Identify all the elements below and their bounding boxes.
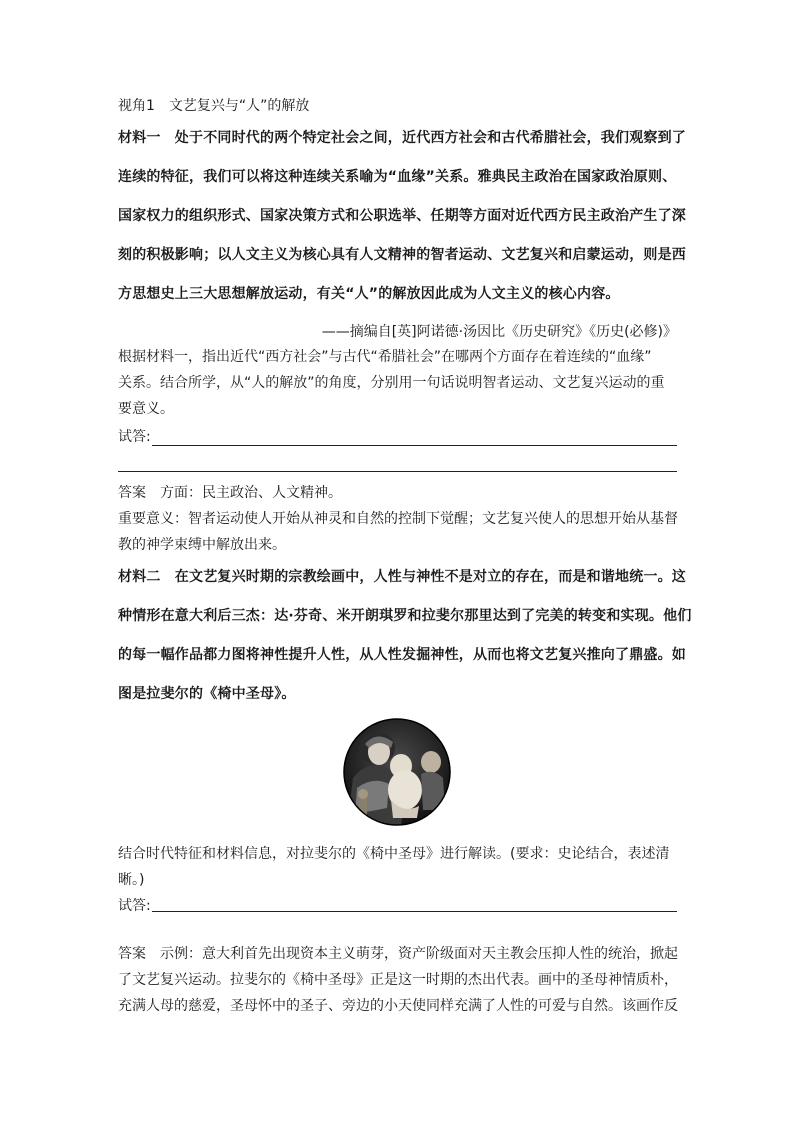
answer2-line-3: 充满人母的慈爱，圣母怀中的圣子、旁边的小天使同样充满了人性的可爱与自然。该画作反	[118, 998, 678, 1014]
answer1-prompt: 试答:	[118, 429, 151, 445]
answer1-line-2: 重要意义：智者运动使人开始从神灵和自然的控制下觉醒；文艺复兴使人的思想开始从基督	[118, 511, 678, 527]
material2-line-1: 材料二 在文艺复兴时期的宗教绘画中，人性与神性不是对立的存在，而是和谐地统一。这	[118, 569, 686, 585]
material1-line-5: 方思想史上三大思想解放运动，有关“人”的解放因此成为人文主义的核心内容。	[118, 286, 620, 302]
question1-line-3: 要意义。	[118, 401, 174, 417]
section-title: 视角1 文艺复兴与“人”的解放	[118, 98, 310, 114]
question2-line-1: 结合时代特征和材料信息，对拉斐尔的《椅中圣母》进行解读。(要求：史论结合，表述清	[118, 846, 670, 862]
answer2-write-line[interactable]	[152, 911, 677, 912]
material1-line-4: 刻的积极影响；以人文主义为核心具有人文精神的智者运动、文艺复兴和启蒙运动，则是西	[118, 247, 686, 263]
material1-line-1: 材料一 处于不同时代的两个特定社会之间，近代西方社会和古代希腊社会，我们观察到了	[118, 130, 686, 146]
question1-line-1: 根据材料一，指出近代“西方社会”与古代“希腊社会”在哪两个方面存在着连续的“血缘”	[118, 349, 652, 365]
answer1-write-line-2[interactable]	[118, 471, 677, 472]
question2-line-2: 晰。)	[118, 872, 145, 888]
material1-line-3: 国家权力的组织形式、国家决策方式和公职选举、任期等方面对近代西方民主政治产生了深	[118, 208, 686, 224]
answer1-line-3: 教的神学束缚中解放出来。	[118, 537, 286, 553]
answer2-line-1: 答案 示例：意大利首先出现资本主义萌芽，资产阶级面对天主教会压抑人性的统治，掀起	[118, 946, 678, 962]
material1-source: ——摘编自[英]阿诺德·汤因比《历史研究》《历史(必修)》	[321, 324, 677, 340]
answer2-line-2: 了文艺复兴运动。拉斐尔的《椅中圣母》正是这一时期的杰出代表。画中的圣母神情质朴，	[118, 972, 678, 988]
answer1-line-1: 答案 方面：民主政治、人文精神。	[118, 485, 342, 501]
answer1-write-line[interactable]	[152, 445, 677, 446]
madonna-della-seggiola-image	[343, 718, 451, 826]
question1-line-2: 关系。结合所学，从“人的解放”的角度，分别用一句话说明智者运动、文艺复兴运动的重	[118, 375, 665, 391]
material1-line-2: 连续的特征，我们可以将这种连续关系喻为“血缘”关系。雅典民主政治在国家政治原则、	[118, 169, 677, 185]
answer2-prompt: 试答:	[118, 898, 151, 914]
material2-line-2: 种情形在意大利后三杰：达·芬奇、米开朗琪罗和拉斐尔那里达到了完美的转变和实现。他们	[118, 608, 692, 624]
material2-line-3: 的每一幅作品都力图将神性提升人性，从人性发掘神性，从而也将文艺复兴推向了鼎盛。如	[118, 647, 686, 663]
material2-line-4: 图是拉斐尔的《椅中圣母》。	[118, 686, 296, 702]
